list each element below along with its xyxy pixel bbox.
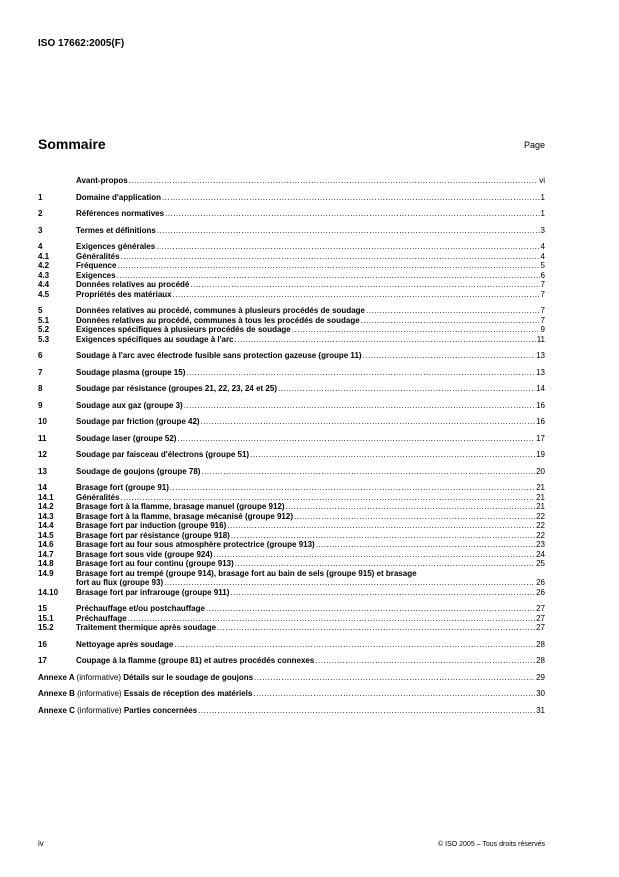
toc-entry-page: 25: [536, 559, 545, 568]
toc-entry-number: 8: [38, 384, 43, 393]
toc-entry-title: Coupage à la flamme (groupe 81) et autres procédés connexes: [76, 656, 315, 665]
toc-entry-number: 5.3: [38, 334, 50, 344]
toc-entry-title: Données relatives au procédé: [76, 280, 190, 289]
toc-entry-number: 5.2: [38, 325, 50, 334]
toc-entry-page: 1: [540, 192, 545, 202]
toc-entry-title: Fréquence: [76, 261, 117, 270]
toc-entry-number: 5: [38, 306, 43, 315]
toc-entry-page: vi: [539, 176, 545, 185]
toc-entry[interactable]: [38, 261, 545, 271]
toc-entry-title: Brasage fort à la flamme, brasage manuel (groupe 912): [76, 502, 285, 511]
toc-entry[interactable]: [38, 512, 545, 522]
toc-entry-title: Brasage fort au trempé (groupe 914), brasage fort au bain de sels (groupe 915) et brasage: [76, 568, 417, 578]
toc-entry-title: fort au flux (groupe 93): [76, 578, 164, 587]
toc-entry[interactable]: [38, 176, 545, 186]
toc-entry-title: Généralités: [76, 492, 120, 502]
toc-entry-number: 4.1: [38, 251, 50, 261]
annex-name: Annexe C: [38, 705, 75, 715]
toc-entry-title: Références normatives: [76, 209, 165, 218]
toc-entry-title: Préchauffage et/ou postchauffage: [76, 604, 205, 613]
toc-entry-number: 14.8: [38, 559, 54, 568]
footer-page-number: iv: [38, 839, 44, 848]
toc-leader-dots: [230, 588, 535, 598]
toc-entry-page: 27: [536, 604, 545, 613]
annex-title: Détails sur le soudage de goujons: [123, 672, 254, 682]
toc-annex-label: [38, 689, 252, 699]
toc-entry-page: 21: [536, 502, 545, 511]
toc-entry[interactable]: [38, 502, 545, 512]
toc-entry-page: 26: [536, 587, 545, 597]
toc-entry-page: 4: [540, 242, 545, 251]
toc-entry-page: 4: [540, 251, 545, 261]
toc-leader-dots: [206, 604, 535, 614]
toc-entry-page: 7: [540, 280, 545, 289]
toc-entry-page: 22: [536, 511, 545, 521]
toc-entry-number: 9: [38, 400, 43, 410]
toc-entry-number: 2: [38, 209, 43, 218]
toc-leader-dots: [170, 483, 535, 493]
toc-leader-dots: [190, 280, 539, 290]
toc-leader-dots: [184, 401, 535, 411]
toc-entry-page: 7: [540, 289, 545, 299]
toc-entry-title: Brasage fort (groupe 91): [76, 483, 169, 492]
toc-entry-number: 14.4: [38, 521, 54, 530]
toc-entry-page: 27: [536, 623, 545, 632]
toc-entry-title: Brasage fort par induction (groupe 916): [76, 521, 227, 530]
toc-entry-page: 14: [536, 384, 545, 393]
toc-annex-label: [38, 673, 253, 683]
toc-entry-title: Exigences spécifiques à plusieurs procédés de soudage: [76, 325, 291, 334]
toc-entry-page: 31: [536, 705, 545, 715]
toc-entry-number: 14: [38, 483, 47, 492]
toc-entry-number: 5.1: [38, 315, 50, 325]
toc-entry[interactable]: [38, 483, 545, 493]
toc-entry-number: 13: [38, 466, 47, 476]
toc-entry-title: Brasage fort à la flamme, brasage mécanisé (groupe 912): [76, 511, 293, 521]
toc-entry-title: Nettoyage après soudage: [76, 639, 174, 649]
toc-leader-dots: [316, 540, 535, 550]
toc-leader-dots: [201, 467, 535, 477]
toc-entry-number: 14.2: [38, 502, 54, 511]
toc-entry-title: Soudage par résistance (groupes 21, 22, 23, 24 et 25): [76, 384, 277, 393]
toc-entry-page: 24: [536, 549, 545, 559]
toc-leader-dots: [361, 316, 540, 326]
toc-leader-dots: [363, 351, 536, 361]
toc-leader-dots: [254, 673, 535, 683]
toc-leader-dots: [366, 306, 540, 316]
toc-entry[interactable]: [38, 559, 545, 569]
toc-entry-page: 7: [540, 315, 545, 325]
toc-leader-dots: [165, 209, 540, 219]
toc-entry-page: 28: [536, 639, 545, 649]
toc-entry-title: Exigences générales: [76, 242, 156, 251]
toc-leader-dots: [217, 623, 535, 633]
toc-leader-dots: [174, 640, 535, 650]
toc-entry[interactable]: [38, 351, 545, 361]
toc-entry-number: 1: [38, 192, 43, 202]
annex-name: Annexe B: [38, 689, 75, 698]
toc-entry-page: 21: [536, 492, 545, 502]
toc-entry[interactable]: [38, 578, 545, 588]
toc-entry-number: 14.9: [38, 568, 54, 578]
toc-leader-dots: [231, 531, 535, 541]
toc-entry-number: 10: [38, 417, 47, 426]
toc-entry-number: 14.3: [38, 511, 54, 521]
toc-leader-dots: [227, 521, 535, 531]
toc-entry-number: 15.1: [38, 613, 54, 623]
toc-entry[interactable]: [38, 401, 545, 411]
toc-entry-page: 22: [536, 530, 545, 540]
toc-entry[interactable]: [38, 623, 545, 633]
toc-leader-dots: [164, 578, 535, 588]
toc-entry[interactable]: [38, 531, 545, 541]
toc-leader-dots: [235, 335, 536, 345]
toc-entry-title: Soudage par faisceau d'électrons (groupe 51): [76, 450, 250, 459]
toc-entry[interactable]: [38, 417, 545, 427]
toc-leader-dots: [177, 434, 535, 444]
toc-entry-number: 11: [38, 433, 47, 443]
toc-entry[interactable]: [38, 271, 545, 281]
toc-entry[interactable]: [38, 588, 545, 598]
toc-entry[interactable]: [38, 467, 545, 477]
toc-entry[interactable]: [38, 656, 545, 666]
toc-leader-dots: [121, 252, 540, 262]
toc-entry-page: 19: [536, 450, 545, 459]
toc-entry-title: Préchauffage: [76, 613, 127, 623]
toc-entry-number: 15.2: [38, 623, 54, 632]
toc-entry[interactable]: [38, 434, 545, 444]
toc-entry-number: 17: [38, 656, 47, 665]
page-title: Sommaire: [38, 136, 106, 152]
toc-entry-page: 3: [540, 225, 545, 235]
toc-entry-title: Brasage fort par infrarouge (groupe 911): [76, 587, 230, 597]
document-id: ISO 17662:2005(F): [38, 38, 125, 49]
toc-entry-page: 29: [536, 672, 545, 682]
toc-entry-page: 23: [536, 540, 545, 549]
toc-entry-title: Brasage fort par résistance (groupe 918): [76, 530, 230, 540]
toc-leader-dots: [173, 290, 540, 300]
table-of-contents: [38, 176, 545, 715]
toc-entry-page: 7: [540, 306, 545, 315]
toc-entry-page: 20: [536, 466, 545, 476]
toc-entry-title: Soudage aux gaz (groupe 3): [76, 400, 183, 410]
toc-entry-number: 16: [38, 639, 47, 649]
toc-leader-dots: [278, 384, 535, 394]
toc-entry[interactable]: [38, 550, 545, 560]
toc-entry-title: Soudage de goujons (groupe 78): [76, 466, 201, 476]
toc-entry-number: 14.7: [38, 549, 54, 559]
toc-entry-page: 5: [540, 261, 545, 270]
toc-entry-number: 12: [38, 450, 47, 459]
toc-entry-title: Domaine d'application: [76, 192, 162, 202]
toc-entry-number: 3: [38, 225, 43, 235]
toc-entry-title: Exigences spécifiques au soudage à l'arc: [76, 334, 234, 344]
toc-entry-title: Brasage fort sous vide (groupe 924): [76, 549, 213, 559]
toc-annex-entry[interactable]: [38, 689, 545, 699]
toc-entry-number: 14.5: [38, 530, 54, 540]
toc-entry-number: 4.2: [38, 261, 50, 270]
toc-entry-number: 4: [38, 242, 43, 251]
toc-entry-title: Soudage à l'arc avec électrode fusible sans protection gazeuse (groupe 11): [76, 351, 362, 360]
toc-leader-dots: [186, 368, 535, 378]
annex-title: Essais de réception des matériels: [123, 689, 253, 698]
toc-annex-entry[interactable]: [38, 673, 545, 683]
toc-entry-number: 4.4: [38, 280, 50, 289]
toc-leader-dots: [253, 689, 535, 699]
toc-leader-dots: [213, 550, 535, 560]
toc-entry-page: 16: [536, 400, 545, 410]
toc-entry[interactable]: [38, 280, 545, 290]
toc-entry-title: Exigences: [76, 270, 116, 280]
toc-entry[interactable]: [38, 569, 545, 579]
toc-entry-title: Soudage par friction (groupe 42): [76, 417, 200, 426]
toc-leader-dots: [250, 450, 535, 460]
toc-entry-page: 17: [536, 433, 545, 443]
toc-entry-page: 11: [536, 334, 545, 344]
toc-entry-title: Termes et définitions: [76, 225, 156, 235]
toc-entry[interactable]: [38, 384, 545, 394]
toc-entry[interactable]: [38, 540, 545, 550]
toc-entry[interactable]: [38, 306, 545, 316]
toc-entry-number: 14.1: [38, 492, 54, 502]
toc-entry[interactable]: [38, 604, 545, 614]
toc-entry[interactable]: [38, 242, 545, 252]
toc-entry-page: 13: [536, 367, 545, 377]
toc-entry-number: 4.3: [38, 270, 50, 280]
toc-entry-title: Données relatives au procédé, communes à plusieurs procédés de soudage: [76, 306, 365, 315]
toc-entry-title: Traitement thermique après soudage: [76, 623, 217, 632]
annex-kind: (informative): [76, 672, 121, 682]
toc-leader-dots: [162, 193, 540, 203]
toc-leader-dots: [156, 242, 539, 252]
toc-entry-number: 6: [38, 351, 43, 360]
toc-entry-title: Avant-propos: [76, 176, 128, 185]
toc-entry-number: 7: [38, 367, 43, 377]
toc-entry-page: 28: [536, 656, 545, 665]
toc-leader-dots: [157, 226, 540, 236]
toc-entry[interactable]: [38, 316, 545, 326]
toc-leader-dots: [201, 417, 536, 427]
toc-leader-dots: [198, 706, 535, 716]
toc-entry[interactable]: [38, 521, 545, 531]
page-column-label: Page: [523, 140, 545, 150]
toc-leader-dots: [121, 493, 536, 503]
toc-leader-dots: [315, 656, 535, 666]
toc-leader-dots: [286, 502, 536, 512]
toc-entry-title: Données relatives au procédé, communes à tous les procédés de soudage: [76, 315, 360, 325]
toc-entry-page: 30: [536, 689, 545, 698]
toc-entry[interactable]: [38, 368, 545, 378]
toc-entry-page: 16: [536, 417, 545, 426]
toc-entry[interactable]: [38, 614, 545, 624]
toc-annex-label: [38, 706, 197, 716]
toc-leader-dots: [117, 271, 540, 281]
annex-name: Annexe A: [38, 672, 75, 682]
toc-entry[interactable]: [38, 325, 545, 335]
annex-kind: (informative): [77, 705, 122, 715]
toc-entry[interactable]: [38, 493, 545, 503]
footer-copyright: © ISO 2005 – Tous droits réservés: [438, 841, 545, 848]
toc-entry-page: 21: [536, 483, 545, 492]
toc-entry[interactable]: [38, 290, 545, 300]
annex-kind: (informative): [77, 689, 122, 698]
toc-entry-title: Soudage plasma (groupe 15): [76, 367, 186, 377]
annex-title: Parties concernées: [123, 705, 198, 715]
toc-entry-title: Propriétés des matériaux: [76, 289, 172, 299]
toc-leader-dots: [117, 261, 539, 271]
toc-leader-dots: [235, 559, 535, 569]
toc-entry-number: 4.5: [38, 289, 50, 299]
toc-entry[interactable]: [38, 640, 545, 650]
toc-entry[interactable]: [38, 209, 545, 219]
toc-entry-number: 14.10: [38, 587, 59, 597]
toc-entry[interactable]: [38, 193, 545, 203]
toc-leader-dots: [129, 176, 539, 186]
toc-entry[interactable]: [38, 252, 545, 262]
toc-entry-page: 22: [536, 521, 545, 530]
toc-entry-page: 9: [540, 325, 545, 334]
toc-entry-page: 13: [536, 351, 545, 360]
toc-leader-dots: [128, 614, 535, 624]
toc-leader-dots: [294, 512, 535, 522]
toc-entry-page: 27: [536, 613, 545, 623]
toc-entry[interactable]: [38, 226, 545, 236]
toc-entry[interactable]: [38, 335, 545, 345]
toc-entry-title: Brasage fort au four sous atmosphère protectrice (groupe 913): [76, 540, 315, 549]
toc-entry-page: 6: [540, 270, 545, 280]
toc-entry-title: Brasage fort au four continu (groupe 913): [76, 559, 234, 568]
toc-entry-page: 26: [536, 578, 545, 587]
toc-entry-page: 1: [540, 209, 545, 218]
toc-entry-title: Soudage laser (groupe 52): [76, 433, 177, 443]
toc-entry[interactable]: [38, 450, 545, 460]
toc-entry-title: Généralités: [76, 251, 120, 261]
toc-entry-number: 15: [38, 604, 47, 613]
toc-leader-dots: [292, 325, 540, 335]
toc-annex-entry[interactable]: [38, 706, 545, 716]
toc-entry-number: 14.6: [38, 540, 54, 549]
